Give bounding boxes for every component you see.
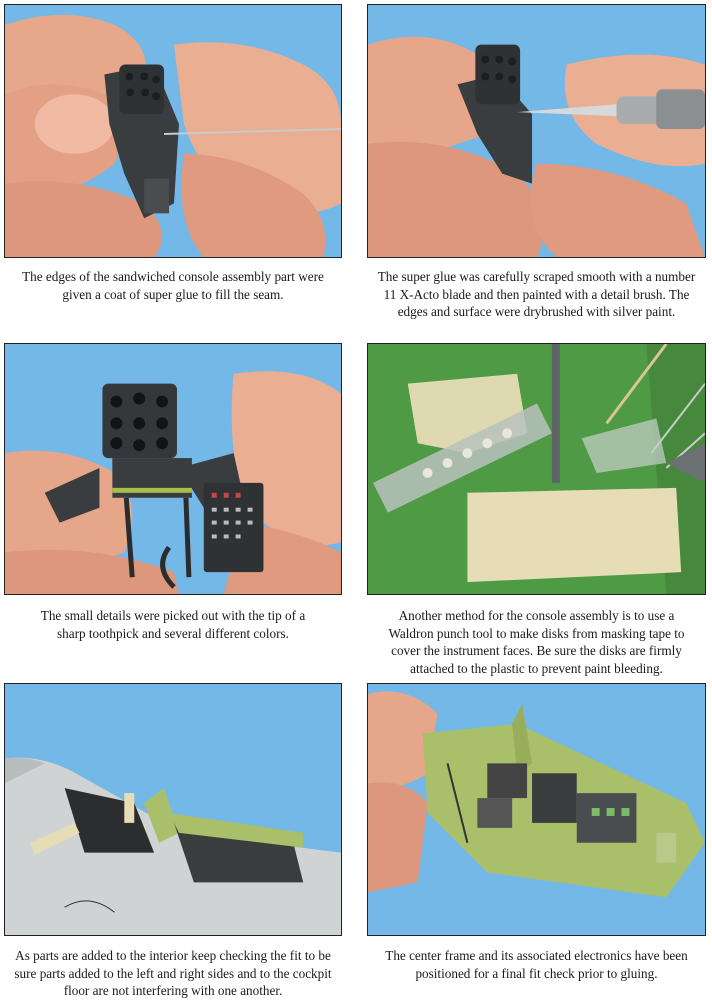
caption-1: The edges of the sandwiched console assembly part were given a coat of super glue to fill the seam. — [22, 269, 324, 302]
caption-3: The small details were picked out with the tip of a sharp toothpick and several different colors. — [40, 608, 306, 641]
photo-scrape-xacto — [367, 4, 706, 258]
photo-glue-console-seam — [4, 4, 342, 258]
photo-painted-details — [4, 343, 342, 595]
photo-waldron-punch-disks — [367, 343, 706, 595]
caption-6: The center frame and its associated electronics have been positioned for a final fit check prior to gluing. — [385, 948, 688, 981]
photo-fuselage-fit-check — [4, 683, 342, 936]
photo-center-frame — [367, 683, 706, 936]
caption-4: Another method for the console assembly is to use a Waldron punch tool to make disks from masking tape to cover the instrument faces. Be sure the disks are firmly attached to the plastic to prevent paint bleeding. — [388, 608, 685, 676]
caption-2: The super glue was carefully scraped smooth with a number 11 X-Acto blade and then painted with a detail brush. The edges and surface were drybrushed with silver paint. — [377, 269, 696, 319]
caption-5: As parts are added to the interior keep checking the fit to be sure parts added to the left and right sides and to the cockpit floor are not interfering with one another. — [14, 948, 332, 998]
